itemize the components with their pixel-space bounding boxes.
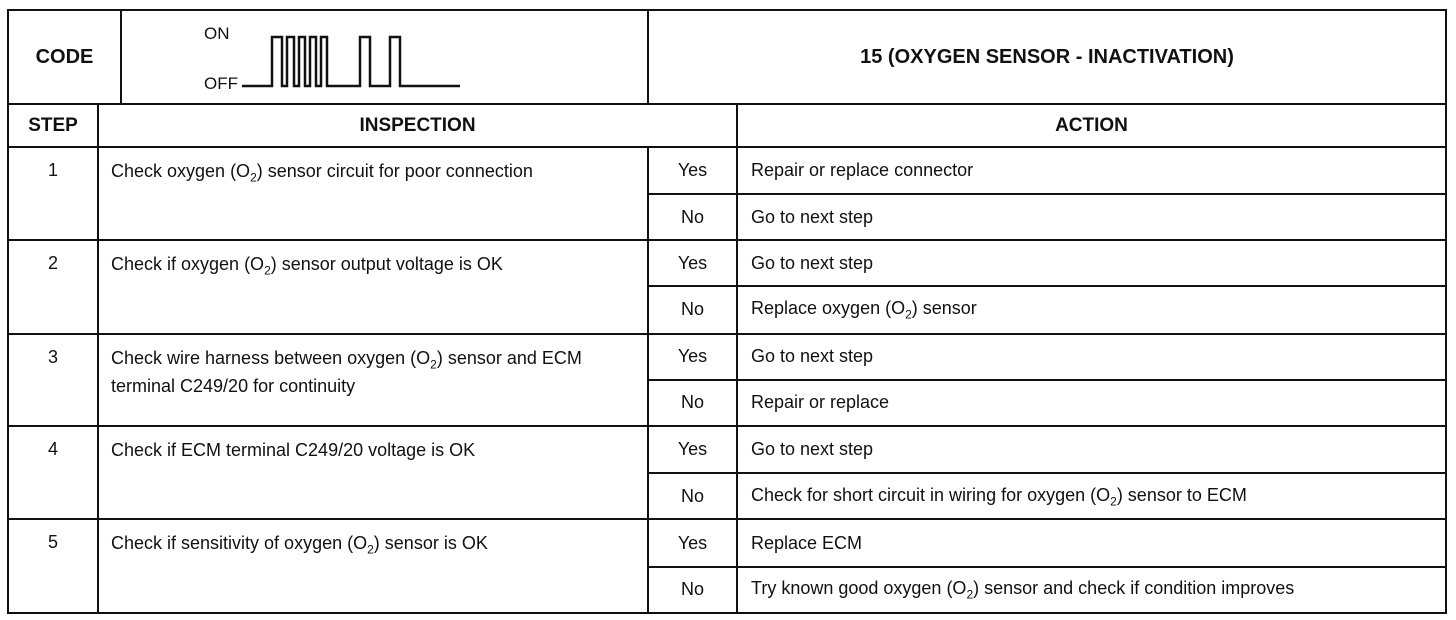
no-action: Repair or replace bbox=[737, 380, 1446, 426]
inspection-text: Check if ECM terminal C249/20 voltage is OK bbox=[98, 426, 648, 519]
inspection-text: Check wire harness between oxygen $(O_2)$ sensor and ECM terminal C249/20 for continuity bbox=[98, 334, 648, 426]
step-number: 2 bbox=[8, 240, 98, 333]
table-row bbox=[8, 147, 1446, 194]
yes-label: Yes bbox=[648, 426, 737, 473]
column-header-row bbox=[8, 104, 1446, 146]
no-label: No bbox=[648, 286, 737, 333]
pulse-waveform-icon bbox=[242, 29, 462, 99]
waveform-cell bbox=[121, 11, 647, 103]
diagnostic-table bbox=[7, 9, 1447, 614]
yes-label: Yes bbox=[648, 334, 737, 380]
step-number: 4 bbox=[8, 426, 98, 519]
table-row bbox=[8, 334, 1446, 380]
table-row bbox=[8, 426, 1446, 473]
no-label: No bbox=[648, 194, 737, 240]
no-action: Try known good oxygen $(O_2)$ sensor and check if condition improves bbox=[737, 567, 1446, 613]
table-row bbox=[8, 519, 1446, 566]
no-label: No bbox=[648, 473, 737, 519]
code-title: 15 (OXYGEN SENSOR - INACTIVATION) bbox=[648, 10, 1446, 104]
yes-action: Go to next step bbox=[737, 240, 1446, 286]
yes-label: Yes bbox=[648, 519, 737, 566]
code-header-left bbox=[8, 10, 648, 104]
no-label: No bbox=[648, 380, 737, 426]
yes-label: Yes bbox=[648, 147, 737, 194]
on-label: ON bbox=[204, 24, 230, 43]
yes-action: Repair or replace connector bbox=[737, 147, 1446, 194]
step-column-header: STEP bbox=[8, 104, 98, 146]
off-label: OFF bbox=[204, 74, 238, 93]
step-number: 5 bbox=[8, 519, 98, 613]
no-action: Check for short circuit in wiring for oxygen $(O_2)$ sensor to ECM bbox=[737, 473, 1446, 519]
yes-label: Yes bbox=[648, 240, 737, 286]
yes-action: Go to next step bbox=[737, 426, 1446, 473]
inspection-text: Check if sensitivity of oxygen $(O_2)$ sensor is OK bbox=[98, 519, 648, 613]
inspection-text: Check oxygen $(O_2)$ sensor circuit for poor connection bbox=[98, 147, 648, 240]
table-row bbox=[8, 240, 1446, 286]
yes-action: Replace ECM bbox=[737, 519, 1446, 566]
inspection-text: Check if oxygen $(O_2)$ sensor output voltage is OK bbox=[98, 240, 648, 333]
no-action: Replace oxygen $(O_2)$ sensor bbox=[737, 286, 1446, 333]
no-action: Go to next step bbox=[737, 194, 1446, 240]
action-column-header: ACTION bbox=[737, 104, 1446, 146]
code-header-row bbox=[8, 10, 1446, 104]
no-label: No bbox=[648, 567, 737, 613]
yes-action: Go to next step bbox=[737, 334, 1446, 380]
inspection-column-header: INSPECTION bbox=[98, 104, 737, 146]
step-number: 3 bbox=[8, 334, 98, 426]
code-label: CODE bbox=[9, 11, 121, 103]
step-number: 1 bbox=[8, 147, 98, 240]
